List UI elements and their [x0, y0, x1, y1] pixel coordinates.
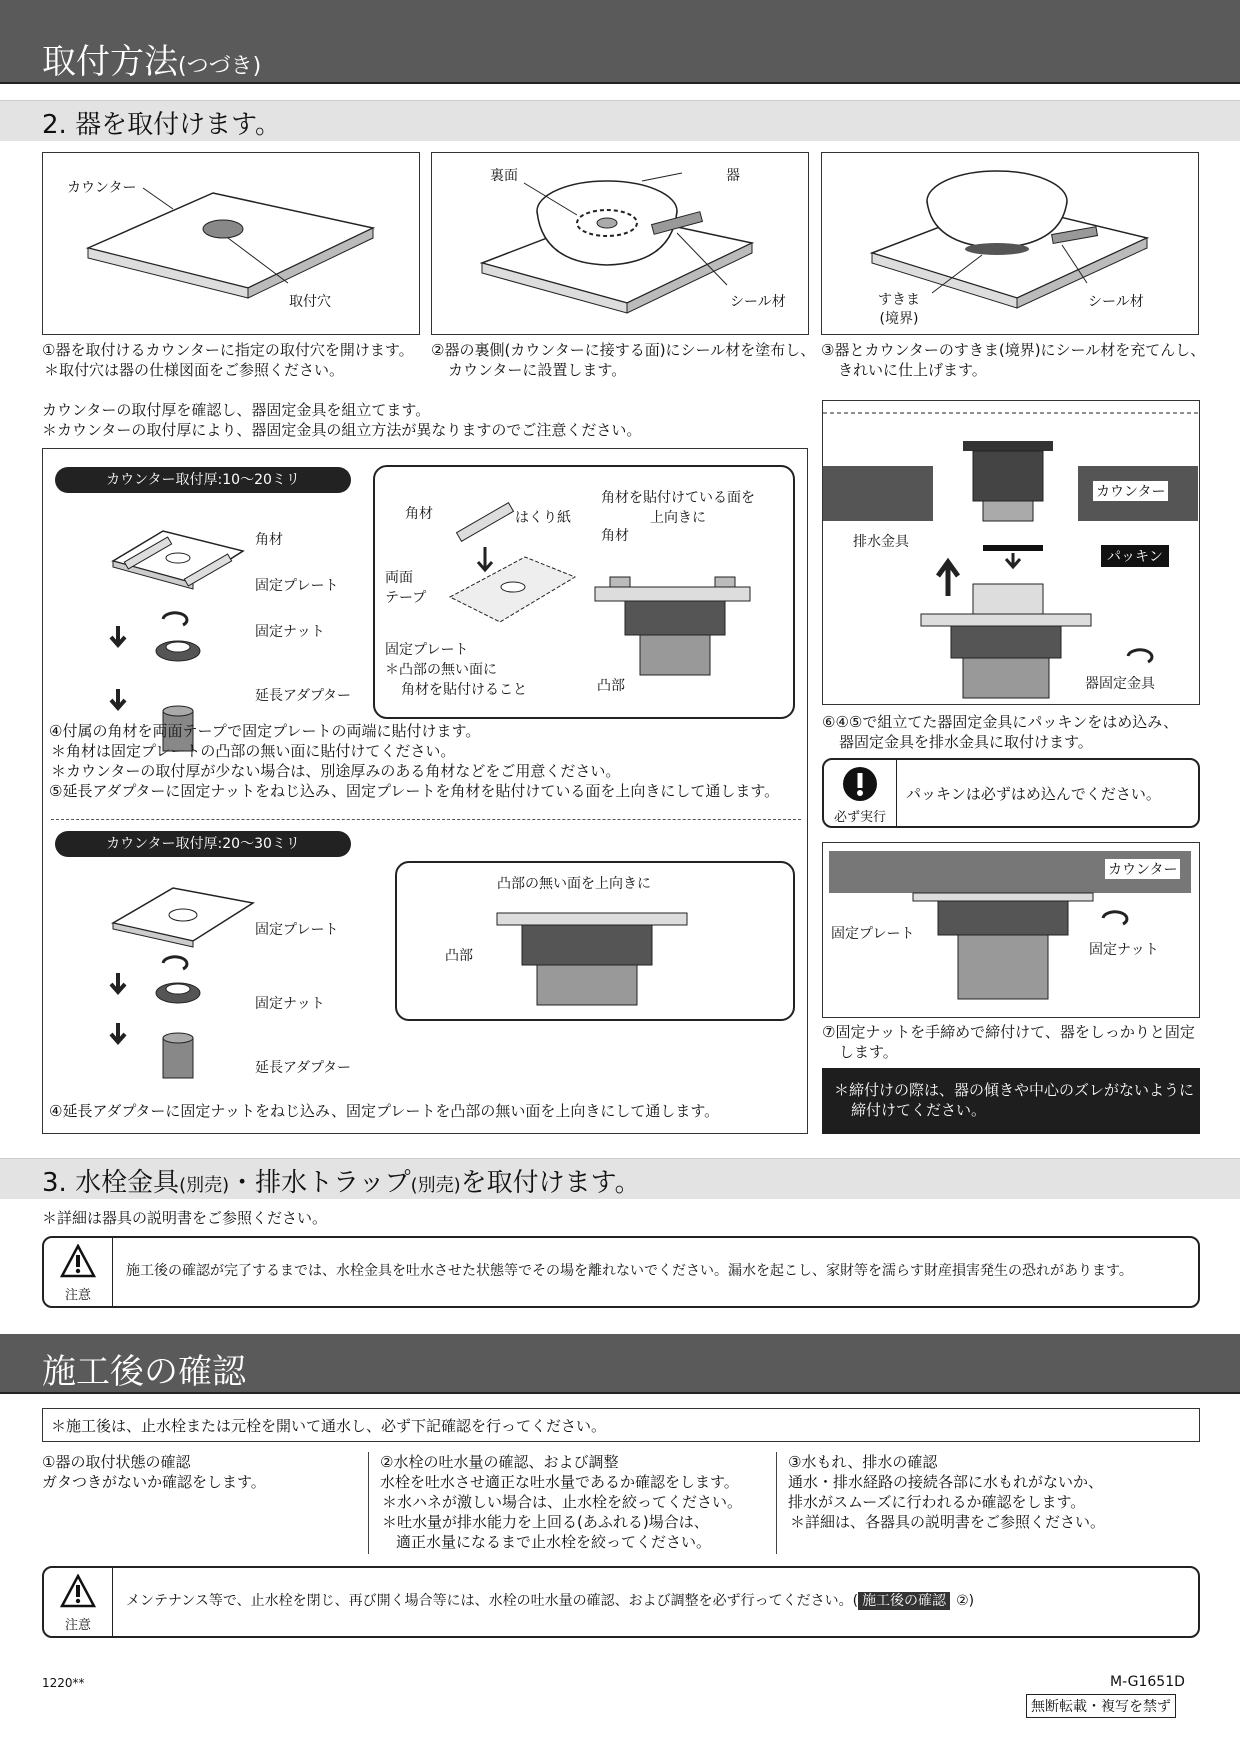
label-kakuzai: 角材 [255, 532, 283, 548]
bubble-label-right-title: 角材を貼付けている面を 上向きに [601, 490, 755, 526]
must-do-text: パッキンは必ずはめ込んでください。 [906, 785, 1161, 803]
step-1-text: ①器を取付けるカウンターに指定の取付穴を開けます。 ＊取付穴は器の仕様図面をご参照ください。 [42, 341, 414, 379]
check-divider-1 [368, 1452, 369, 1554]
case-b-note: ④延長アダプターに固定ナットをねじ込み、固定プレートを凸部の無い面を上向きにして通します。 [49, 1102, 720, 1120]
case-b-pill: カウンター取付厚:20～30ミリ [55, 831, 351, 857]
label-plate-b: 固定プレート [255, 922, 339, 938]
label-counter-r1: カウンター [1093, 481, 1168, 501]
post-intro-box [42, 1408, 1200, 1442]
drain-fixture-figure [822, 400, 1200, 705]
label-plate: 固定プレート [255, 578, 339, 594]
label-packing: パッキン [1101, 545, 1169, 567]
page-header [0, 0, 1240, 84]
caution-box-2 [42, 1566, 1200, 1638]
case-a-notes: ④付属の角材を両面テープで固定プレートの両端に貼付けます。 ＊角材は固定プレートの凸部の無い面に貼付けてください。 ＊カウンターの取付厚が少ない場合は、別途厚みのある角材などをご用意ください。 ⑤延長アダプターに固定ナットをねじ込み、固定プレートを角材を貼付けている面を上向きにして通します。 [49, 722, 780, 800]
must-do-icon-cell [824, 760, 897, 826]
section-3-note: ＊詳細は器具の説明書をご参照ください。 [42, 1209, 328, 1227]
bubble-label-plate-note: 固定プレート ＊凸部の無い面に 角材を貼付けること [385, 642, 527, 698]
bubble-label-tape: 両面 テープ [385, 570, 427, 606]
step-3-text: ③器とカウンターのすきま(境界)にシール材を充てんし、 きれいに仕上げます。 [821, 341, 1206, 379]
label-bowl: 器 [726, 168, 740, 184]
assembly-panel [42, 448, 808, 1134]
label-nut-b: 固定ナット [255, 996, 325, 1012]
label-counter-r2: カウンター [1105, 859, 1180, 879]
warning-triangle-icon [60, 1244, 96, 1278]
bubble-b-totsu: 凸部 [445, 948, 473, 964]
tighten-note-box [822, 1068, 1200, 1134]
footer-code: M-G1651D [1110, 1674, 1185, 1690]
footer-copyright-notice: 無断転載・複写を禁ず [1026, 1694, 1176, 1718]
section-2-header [0, 100, 1240, 141]
step-2-figure [431, 152, 809, 335]
tighten-note-text: ＊締付けの際は、器の傾きや中心のズレがないように 締付けてください。 [834, 1081, 1195, 1119]
post-check-title: 施工後の確認 [42, 1352, 246, 1392]
right-text-1: ⑥④⑤で組立てた器固定金具にパッキンをはめ込み、 器固定金具を排水金具に取付けます。 [822, 713, 1179, 751]
bubble-label-right-kakuzai: 角材 [601, 528, 629, 544]
footer-revision: 1220** [42, 1676, 85, 1690]
caution-icon-cell-1 [44, 1238, 113, 1306]
must-do-box [822, 758, 1200, 828]
label-adapter-b: 延長アダプター [255, 1060, 352, 1076]
warning-triangle-icon [60, 1574, 96, 1608]
case-b-detail-bubble [395, 861, 795, 1021]
post-check-tag: 施工後の確認 [858, 1592, 950, 1610]
label-nut: 固定ナット [255, 624, 325, 640]
label-hole: 取付穴 [289, 294, 331, 310]
label-fixture: 器固定金具 [1085, 676, 1155, 692]
label-plate-r2: 固定プレート [831, 926, 915, 942]
step-1-figure [42, 152, 420, 335]
step-2-text: ②器の裏側(カウンターに接する面)にシール材を塗布し、 カウンターに設置します。 [431, 341, 816, 379]
bubble-label-hakuri: はくり紙 [515, 510, 571, 526]
must-do-label: 必ず実行 [833, 810, 886, 825]
caution-label-1: 注意 [64, 1288, 91, 1303]
tighten-figure [822, 842, 1200, 1018]
post-check-header [0, 1334, 1240, 1394]
label-back-surface: 裏面 [490, 168, 518, 184]
right-text-2: ⑦固定ナットを手締めで締付けて、器をしっかりと固定 します。 [822, 1023, 1195, 1061]
label-seal: シール材 [730, 294, 786, 310]
check-3: ③水もれ、排水の確認 通水・排水経路の接続各部に水もれがないか、 排水がスムーズに行われるか確認をします。 ＊詳細は、各器具の説明書をご参照ください。 [788, 1453, 1106, 1531]
page-title: 取付方法(つづき) [42, 42, 262, 82]
label-counter: カウンター [67, 180, 137, 196]
check-1: ①器の取付状態の確認 ガタつきがないか確認をします。 [42, 1453, 266, 1491]
check-2: ②水栓の吐水量の確認、および調整 水栓を吐水させ適正な吐水量であるか確認をします。 ＊水ハネが激しい場合は、止水栓を絞ってください。 ＊吐水量が排水能力を上回る(あふれる)場合は、 適正水量になるまで止水栓を絞ってください。 [380, 1453, 743, 1551]
label-drain: 排水金具 [853, 534, 909, 550]
bubble-label-totsu: 凸部 [597, 678, 625, 694]
case-a-detail-bubble [373, 465, 795, 719]
caution-text-1: 施工後の確認が完了するまでは、水栓金具を吐水させた状態等でその場を離れないでください。漏水を起こし、家財等を濡らす財産損害発生の恐れがあります。 [126, 1263, 1133, 1279]
caution-icon-cell-2 [44, 1568, 113, 1636]
bubble-b-title: 凸部の無い面を上向きに [497, 876, 651, 892]
label-adapter: 延長アダプター [255, 688, 352, 704]
bubble-label-kakuzai: 角材 [405, 506, 433, 522]
step-3-figure [821, 152, 1199, 335]
exclamation-icon [842, 766, 878, 802]
check-divider-2 [776, 1452, 777, 1554]
label-gap: すきま (境界) [878, 292, 920, 327]
post-intro-text: ＊施工後は、止水栓または元栓を開いて通水し、必ず下記確認を行ってください。 [51, 1417, 607, 1435]
assembly-intro: カウンターの取付厚を確認し、器固定金具を組立てます。 ＊カウンターの取付厚により、器固定金具の組立方法が異なりますのでご注意ください。 [42, 401, 642, 439]
case-b-detail-illustration [477, 903, 777, 1013]
section-3-title: 3. 水栓金具(別売)・排水トラップ(別売)を取付けます。 [42, 1168, 641, 1198]
label-seal-2: シール材 [1088, 294, 1144, 310]
case-divider [51, 819, 801, 820]
caution-box-1 [42, 1236, 1200, 1308]
caution-text-2: メンテナンス等で、止水栓を閉じ、再び開く場合等には、水栓の吐水量の確認、および調整を必ず行ってください。( 施工後の確認 ②) [126, 1593, 975, 1609]
label-nut-r2: 固定ナット [1089, 942, 1159, 958]
section-2-title: 2. 器を取付けます。 [42, 110, 281, 140]
caution-label-2: 注意 [64, 1618, 91, 1633]
section-3-header [0, 1158, 1240, 1199]
case-a-pill: カウンター取付厚:10～20ミリ [55, 467, 351, 493]
